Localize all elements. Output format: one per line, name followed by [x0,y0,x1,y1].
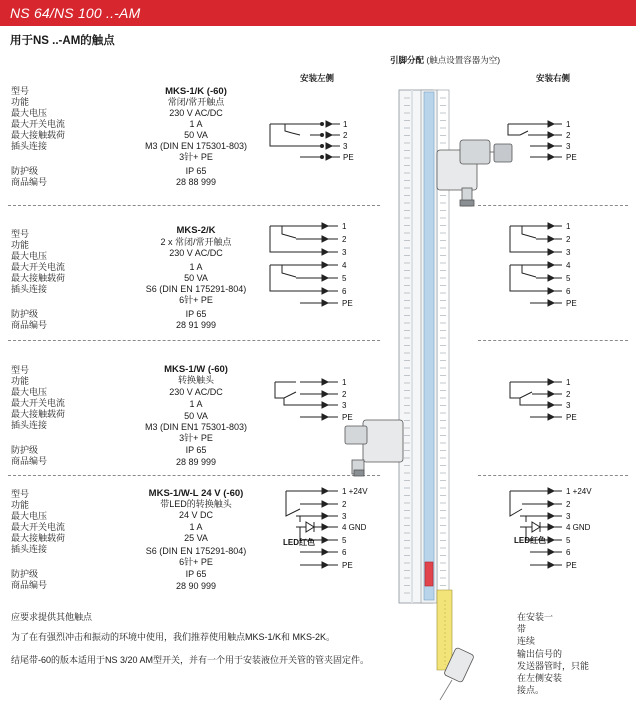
contact-pins: 6针+ PE [179,557,213,567]
side-note-line: 输出信号的 [517,648,563,659]
terminal-label: 2 [342,235,347,244]
terminal-label: 5 [566,274,571,283]
terminal-label: 5 [566,536,571,545]
wiring-block-3-left [275,379,338,420]
sight-tube [424,92,434,600]
contact-function: 转换触头 [177,375,214,385]
connector-housing-right [437,140,512,206]
terminal-label: PE [566,299,577,308]
terminal-label: 2 [566,500,571,509]
section-heading: 用于NS ..-AM的触点 [10,35,115,47]
contact-protection: IP 65 [185,309,207,319]
led-label: LED红色 [514,536,546,545]
contact-protection: IP 65 [185,569,207,579]
terminal-label: 2 [343,131,348,140]
left-side-title: 安装左侧 [300,73,335,83]
max-current-label: 最大开关电流 [11,262,66,272]
contact-pins: 6针+ PE [179,295,213,305]
terminal-label: 4 GND [566,523,591,532]
contact-function: 带LED的转换触头 [160,499,232,509]
terminal-label: PE [342,413,353,422]
contact-function: 2 x 常闭/常开触点 [160,237,232,247]
max-load-label: 最大接触载荷 [11,409,66,419]
terminal-label: PE [342,561,353,570]
float-indicator [425,562,433,586]
article-label: 商品编号 [11,177,48,187]
max-current-label: 最大开关电流 [11,119,66,129]
max-voltage-label: 最大电压 [11,251,48,261]
contact-voltage: 230 V AC/DC [169,108,223,118]
wiring-block-4-right [510,488,562,568]
terminal-label: 3 [342,248,347,257]
terminal-label: 4 GND [342,523,367,532]
terminal-label: 3 [343,142,348,151]
terminal-label: 4 [566,261,571,270]
terminal-label: 2 [342,390,347,399]
wiring-block-4-left [286,488,338,568]
contact-current: 1 A [189,399,203,409]
terminal-label: 1 +24V [566,487,592,496]
terminal-label: 1 [342,378,347,387]
max-current-label: 最大开关电流 [11,522,66,532]
side-note-line: 在左侧安装 [517,673,563,684]
max-load-label: 最大接触载荷 [11,130,66,140]
terminal-label: 1 [566,378,571,387]
terminal-label: 1 [566,222,571,231]
max-load-label: 最大接触载荷 [11,533,66,543]
terminal-label: PE [566,561,577,570]
terminal-label: 1 [343,120,348,129]
contact-article: 28 88 999 [175,177,217,187]
connector-label: 插头连接 [11,420,48,430]
wiring-block-1-right [508,121,562,160]
type-label: 型号 [11,86,30,96]
max-load-label: 最大接触载荷 [11,273,66,283]
type-label: 型号 [11,489,30,499]
connector-label: 插头连接 [11,544,48,554]
note-recommendation: 为了在有强烈冲击和振动的环境中使用，我们推荐使用触点MKS-1/K和 MKS-2K。 [11,632,336,642]
terminal-label: PE [343,153,354,162]
contact-protection: IP 65 [185,166,207,176]
contact-connector: M3 (DIN EN1 75301-803) [144,422,248,432]
led-label: LED红色 [283,538,315,547]
side-note-line: 发送器管时，只能 [517,660,590,671]
contact-current: 1 A [189,262,203,272]
article-label: 商品编号 [11,580,48,590]
terminal-label: 3 [566,401,571,410]
contact-current: 1 A [189,119,203,129]
terminal-label: 2 [566,235,571,244]
side-note-line: 接点。 [517,685,545,696]
pin-assignment-note: (触点设置容器为空) [426,55,501,65]
terminal-label: 6 [566,287,571,296]
side-note-line: 在安装一 [517,612,554,622]
terminal-label: 1 [566,120,571,129]
contact-function: 常闭/常开触点 [167,97,225,107]
contact-voltage: 24 V DC [178,510,213,520]
terminal-label: 2 [566,390,571,399]
terminal-label: 6 [342,548,347,557]
max-current-label: 最大开关电流 [11,398,66,408]
contact-voltage: 230 V AC/DC [169,387,223,397]
protection-label: 防护级 [11,309,39,319]
pin-assignment-label: 引脚分配 [390,55,425,65]
terminal-label: 5 [342,536,347,545]
contact-article: 28 90 999 [175,581,217,591]
terminal-label: 2 [342,500,347,509]
terminal-label: 6 [566,548,571,557]
terminal-label: 2 [566,131,571,140]
terminal-label: 4 [342,261,347,270]
contact-connector: S6 (DIN EN 175291-804) [145,546,247,556]
wiring-block-3-right [510,379,562,420]
function-label: 功能 [11,240,30,250]
wiring-block-1-left [270,121,340,160]
contact-voltage: 230 V AC/DC [169,248,223,258]
terminal-label: 3 [342,512,347,521]
max-voltage-label: 最大电压 [11,511,48,521]
mounting-bracket [437,590,452,670]
terminal-label: 3 [566,248,571,257]
contact-connector: S6 (DIN EN 175291-804) [145,284,247,294]
contact-type: MKS-2/K [176,225,216,236]
contact-load: 50 VA [184,273,208,283]
contact-connector: M3 (DIN EN 175301-803) [144,141,248,151]
contact-load: 50 VA [184,130,208,140]
contact-type: MKS-1/K (-60) [165,86,227,97]
terminal-label: 3 [566,512,571,521]
max-voltage-label: 最大电压 [11,387,48,397]
protection-label: 防护级 [11,569,39,579]
function-label: 功能 [11,376,30,386]
side-note-line: 带 [517,624,527,635]
function-label: 功能 [11,500,30,510]
article-label: 商品编号 [11,320,48,330]
type-label: 型号 [11,229,30,239]
side-note [517,611,589,696]
connector-label: 插头连接 [11,284,48,294]
function-label: 功能 [11,97,30,107]
terminal-label: PE [566,413,577,422]
contact-load: 25 VA [184,533,208,543]
contact-protection: IP 65 [185,445,207,455]
terminal-label: 3 [566,142,571,151]
max-voltage-label: 最大电压 [11,108,48,118]
connector-housing-left [345,420,403,476]
contact-load: 50 VA [184,411,208,421]
terminal-label: 3 [342,401,347,410]
terminal-label: 1 +24V [342,487,368,496]
side-note-line: 连续 [517,636,536,647]
terminal-label: PE [342,299,353,308]
terminal-label: 1 [342,222,347,231]
contact-article: 28 91 999 [175,320,217,330]
contact-type: MKS-1/W-L 24 V (-60) [148,488,244,499]
article-label: 商品编号 [11,456,48,466]
page-title: NS 64/NS 100 ..-AM [10,5,141,21]
note-on-request: 应要求提供其他触点 [11,612,93,622]
protection-label: 防护级 [11,445,39,455]
wiring-block-2-right [510,223,562,306]
type-label: 型号 [11,365,30,375]
connector-label: 插头连接 [11,141,48,151]
contact-current: 1 A [189,522,203,532]
terminal-label: 5 [342,274,347,283]
contact-pins: 3针+ PE [179,433,213,443]
contact-type: MKS-1/W (-60) [164,364,228,375]
wiring-block-2-left [270,223,338,306]
right-side-title: 安装右侧 [536,73,571,83]
contact-article: 28 89 999 [175,457,217,467]
note-suffix-60: 结尾带-60的版本适用于NS 3/20 AM型开关，并有一个用于安装液位开关管的管夹固定件。 [11,655,370,665]
terminal-label: PE [566,153,577,162]
protection-label: 防护级 [11,166,39,176]
contact-pins: 3针+ PE [179,152,213,162]
terminal-label: 6 [342,287,347,296]
